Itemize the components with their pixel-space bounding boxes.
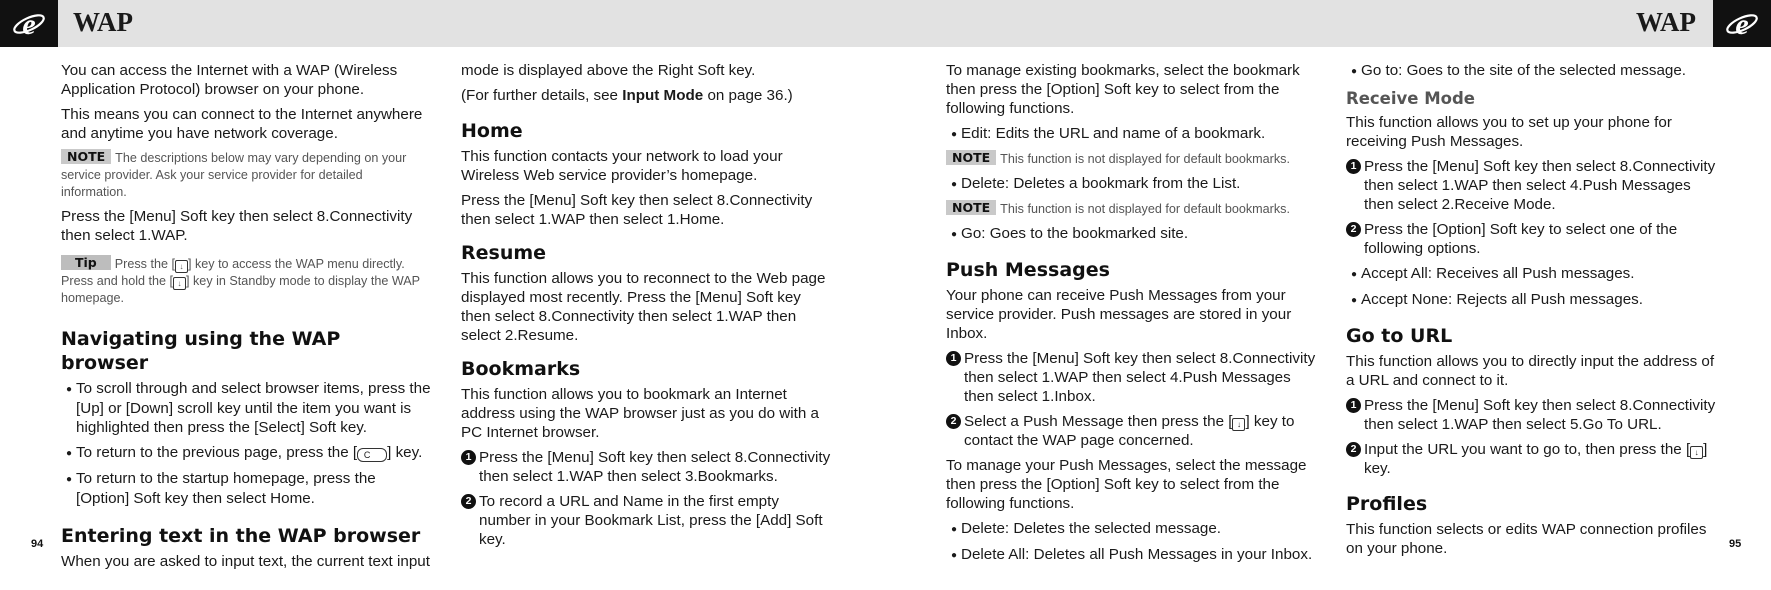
intro-paragraph-1: You can access the Internet with a WAP (Wireless Application Protocol) browser on your phone. (61, 62, 398, 98)
page-number-right: 95 (1729, 538, 1742, 550)
step-item (461, 492, 831, 549)
list-item-text: To scroll through and select browser items, press the [Up] or [Down] scroll key until the item you want is highlighted then press the [Select] Soft key. (76, 380, 431, 436)
header-title-right: WAP (1636, 7, 1696, 37)
column-4 (1346, 61, 1716, 564)
list-item-text: Accept None: Rejects all Push messages. (1361, 291, 1643, 308)
step-number-icon: 2 (461, 494, 476, 509)
input-mode-reference (461, 86, 831, 105)
heading-navigating: Navigating using the WAP browser (61, 328, 341, 374)
list-item: ● To scroll through and select browser items, press the [Up] or [Down] scroll key until the item you want is highlighted then press the [Select] Soft key. (66, 380, 431, 436)
column-3 (946, 61, 1316, 571)
ok-key-icon: ↓ (1232, 418, 1245, 431)
list-item: ● To return to the previous page, press the [ C ] key. (66, 444, 423, 461)
step-text: Press the [Menu] Soft key then select 8.Connectivity then select 1.WAP then select 5.Go To URL. (1364, 397, 1716, 433)
step-text: ] key to contact the WAP page concerned. (964, 413, 1295, 449)
header-title-left: WAP (73, 7, 133, 37)
note-box (946, 200, 1316, 218)
list-item-text: Delete: Deletes a bookmark from the List. (961, 175, 1241, 192)
wap-menu-instruction: Press the [Menu] Soft key then select 8.Connectivity then select 1.WAP. (61, 208, 413, 244)
list-item: ● Go to: Goes to the site of the selected message. (1351, 62, 1687, 79)
step-number-icon: 1 (1346, 398, 1361, 413)
ok-key-icon: ↓ (173, 277, 186, 290)
manage-push-paragraph: To manage your Push Messages, select the message then press the [Option] Soft key to select from the following functions. (946, 457, 1307, 512)
step-item (1346, 440, 1716, 478)
note-text: This function is not displayed for default bookmarks. (1000, 202, 1290, 216)
list-item: ● Delete: Deletes the selected message. (951, 520, 1222, 537)
note-label: NOTE (946, 150, 996, 165)
entering-text-paragraph: When you are asked to input text, the current text input (61, 553, 430, 570)
list-item-text: ] key. (387, 444, 423, 461)
ref-text-c: on page 36.) (703, 87, 793, 104)
heading-go-to-url: Go to URL (1346, 325, 1453, 347)
list-item-text: Go: Goes to the bookmarked site. (961, 225, 1189, 242)
browser-icon-box-left (0, 0, 58, 47)
step-text: Input the URL you want to go to, then press the [ (1364, 441, 1691, 458)
profiles-paragraph: This function selects or edits WAP connection profiles on your phone. (1346, 521, 1707, 557)
list-item: ● To return to the startup homepage, press the [Option] Soft key then select Home. (66, 470, 376, 507)
step-number-icon: 2 (946, 414, 961, 429)
clear-key-icon: C (357, 448, 387, 462)
step-number-icon: 1 (461, 450, 476, 465)
go-to-url-paragraph: This function allows you to directly input the address of a URL and connect to it. (1346, 353, 1715, 389)
note-box (61, 149, 431, 201)
step-item (1346, 157, 1716, 214)
svg-text:e: e (22, 7, 36, 41)
note-box (946, 150, 1316, 168)
receive-mode-paragraph: This function allows you to set up your phone for receiving Push Messages. (1346, 114, 1672, 150)
step-item (1346, 220, 1716, 258)
page-header (0, 0, 1771, 47)
step-number-icon: 2 (1346, 222, 1361, 237)
home-paragraph-1: This function contacts your network to load your Wireless Web service provider’s homepage. (461, 148, 783, 184)
note-text: This function is not displayed for default bookmarks. (1000, 152, 1290, 166)
heading-receive-mode: Receive Mode (1346, 89, 1475, 108)
list-item: ● Accept All: Receives all Push messages. (1351, 265, 1635, 282)
list-item-text: Delete: Deletes the selected message. (961, 520, 1222, 537)
step-text: Press the [Option] Soft key to select one of the following options. (1364, 221, 1678, 257)
list-item: ● Go: Goes to the bookmarked site. (951, 225, 1189, 242)
tip-text-b: ] key to access the WAP menu directly. Press and hold the [ (61, 257, 405, 288)
list-item-text: Edit: Edits the URL and name of a bookmark. (961, 125, 1266, 142)
step-item (946, 412, 1316, 450)
internet-explorer-icon (1725, 7, 1759, 41)
list-item-text: To return to the previous page, press the [ (76, 444, 358, 461)
continued-paragraph: mode is displayed above the Right Soft key. (461, 62, 756, 79)
internet-explorer-icon (12, 7, 46, 41)
column-1 (61, 61, 431, 577)
note-text: The descriptions below may vary depending on your service provider. Ask your service provider for detailed information. (61, 151, 407, 199)
list-item-text: To return to the startup homepage, press the [Option] Soft key then select Home. (76, 470, 376, 507)
column-2 (461, 61, 831, 555)
home-paragraph-2: Press the [Menu] Soft key then select 8.Connectivity then select 1.WAP then select 1.Home. (461, 192, 813, 228)
browser-icon-box-right (1713, 0, 1771, 47)
list-item: ● Delete All: Deletes all Push Messages in your Inbox. (951, 546, 1313, 563)
heading-bookmarks: Bookmarks (461, 358, 581, 380)
list-item-text: Go to: Goes to the site of the selected message. (1361, 62, 1687, 79)
step-number-icon: 1 (946, 351, 961, 366)
list-item: ● Delete: Deletes a bookmark from the List. (951, 175, 1241, 192)
page-number-left: 94 (31, 538, 44, 550)
bookmarks-paragraph: This function allows you to bookmark an Internet address using the WAP browser just as you do with a PC Internet browser. (461, 386, 819, 441)
intro-paragraph-2: This means you can connect to the Internet anywhere and anytime you have network coverage. (61, 106, 423, 142)
step-text: Press the [Menu] Soft key then select 8.Connectivity then select 1.WAP then select 4.Push Messages then select 1.Inbox. (964, 350, 1316, 405)
tip-label: Tip (61, 255, 111, 270)
step-text: To record a URL and Name in the first empty number in your Bookmark List, press the [Add] Soft key. (479, 493, 823, 548)
list-item-text: Accept All: Receives all Push messages. (1361, 265, 1635, 282)
note-label: NOTE (946, 200, 996, 215)
list-item: ● Edit: Edits the URL and name of a bookmark. (951, 125, 1266, 142)
step-item (946, 349, 1316, 406)
resume-paragraph: This function allows you to reconnect to the Web page displayed most recently. Press the [Menu] Soft key then select 8.Connectivity then select 1.WAP then select 2.Resume. (461, 270, 826, 344)
step-number-icon: 1 (1346, 159, 1361, 174)
step-text: Select a Push Message then press the [ (964, 413, 1233, 430)
ok-key-icon: ↓ (175, 260, 188, 273)
step-item (461, 448, 831, 486)
step-text: Press the [Menu] Soft key then select 8.Connectivity then select 1.WAP then select 3.Bookmarks. (479, 449, 831, 485)
heading-push-messages: Push Messages (946, 259, 1110, 281)
ok-key-icon: ↓ (1690, 446, 1703, 459)
step-number-icon: 2 (1346, 442, 1361, 457)
push-paragraph: Your phone can receive Push Messages from your service provider. Push messages are stored in your Inbox. (946, 287, 1292, 342)
svg-text:e: e (1735, 7, 1749, 41)
note-label: NOTE (61, 149, 111, 164)
tip-text-a: Press the [ (114, 257, 175, 271)
ref-text-bold: Input Mode (622, 87, 704, 104)
heading-entering-text: Entering text in the WAP browser (61, 525, 421, 547)
manage-bookmarks-paragraph: To manage existing bookmarks, select the bookmark then press the [Option] Soft key to select from the following functions. (946, 62, 1300, 117)
heading-profiles: Profiles (1346, 493, 1428, 515)
heading-home: Home (461, 120, 523, 142)
tip-box (61, 255, 431, 307)
tip-text-c: ] key in Standby mode to display the WAP homepage. (61, 274, 420, 305)
heading-resume: Resume (461, 242, 547, 264)
step-text: ] key. (1364, 441, 1708, 477)
step-item (1346, 396, 1716, 434)
list-item-text: Delete All: Deletes all Push Messages in your Inbox. (961, 546, 1313, 563)
step-text: Press the [Menu] Soft key then select 8.Connectivity then select 1.WAP then select 4.Push Messages then select 2.Receive Mode. (1364, 158, 1716, 213)
ref-text-a: (For further details, see (461, 87, 623, 104)
list-item: ● Accept None: Rejects all Push messages. (1351, 291, 1643, 308)
